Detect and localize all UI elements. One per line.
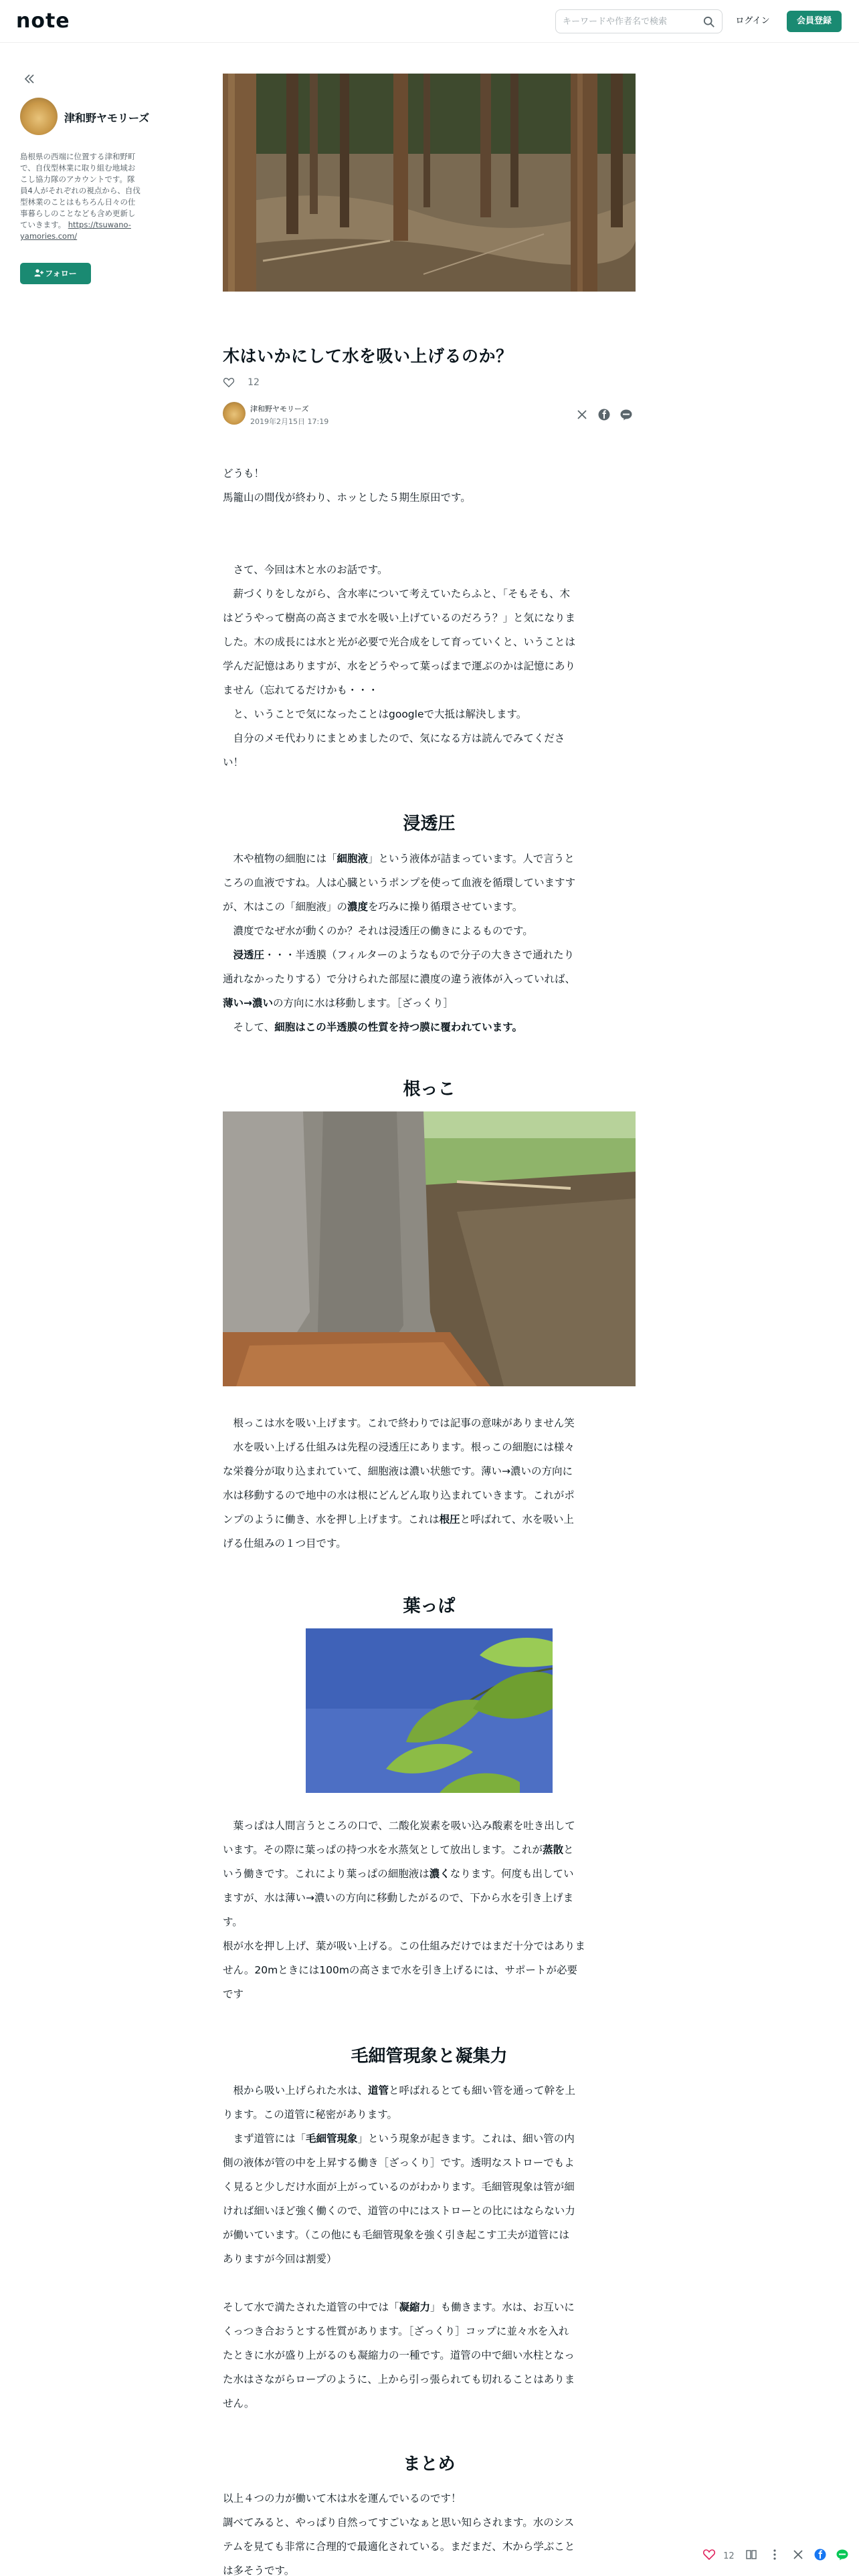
bio-link-cont[interactable]: yamories.com/ [20, 231, 78, 241]
bottom-facebook-icon[interactable] [814, 2548, 827, 2564]
section-summary-body: 以上４つの力が働いて木は水を運んでいるのです！ 調べてみると、やっぱり自然ってすごいなぁと思い知らされます。水のシス テムを見ても非常に合理的で最適化されている。まだまだ、木から学ぶこと は多そうです。 [223, 2492, 575, 2576]
share-icons [570, 407, 633, 421]
section-heading-capillary: 毛細管現象と凝集力 [351, 2046, 508, 2066]
follow-button[interactable]: フォロー [20, 263, 91, 284]
collapse-sidebar-icon[interactable] [23, 72, 36, 86]
like-count: 12 [248, 377, 260, 388]
section-capillary-body: 根から吸い上げられた水は、道管と呼ばれるとても細い管を通って幹を上 ります。この道管に秘密があります。 まず道管には「毛細管現象」という現象が起きます。これは、細い管の内 側の液体が管の中を上昇する働き［ざっくり］です。透明なストローでもよ く見ると少しだけ水面が上がっているのがわかります。毛細管現象は管が細 ければ細いほど強く働くので、道管の中にはストローとの比にはならない力 が働いています。（この他にも毛細管現象を強く引き起こす工夫が道管には ありますが今回は割愛） [223, 2084, 576, 2265]
floating-action-bar [702, 2548, 849, 2564]
search-box[interactable] [555, 9, 723, 33]
author-avatar[interactable] [20, 98, 58, 135]
author-avatar-small[interactable] [223, 402, 246, 425]
heart-icon[interactable] [223, 377, 235, 389]
section-heading-osmosis: 浸透圧 [403, 814, 456, 834]
note-logo[interactable]: note [16, 9, 70, 33]
hero-image-forest [223, 74, 636, 292]
section-heading-summary: まとめ [403, 2454, 456, 2474]
site-header [0, 0, 859, 43]
section-heading-roots: 根っこ [403, 1079, 456, 1099]
like-row [223, 375, 260, 389]
search-input[interactable] [563, 14, 696, 29]
root-image [223, 1111, 636, 1386]
signup-button[interactable]: 会員登録 [787, 11, 842, 32]
line-share-icon[interactable] [619, 408, 633, 421]
bottom-x-icon[interactable] [791, 2548, 805, 2564]
section-heading-leaves: 葉っぱ [403, 1596, 456, 1616]
lead-paragraph: さて、今回は木と水のお話です。 薪づくりをしながら、含水率について考えていたらふと、「そもそも、木 はどうやって樹高の高さまで水を吸い上げているのだろう？」と気になりま した。木の成長には水と光が必要で光合成をして育っていくと、いうことは 学んだ記憶はありますが、水をどうやって葉っぱまで運ぶのかは記憶にあり ません（忘れてるだけかも・・・ と、いうことで気になったことはgoogleで大抵は解決します。 自分のメモ代わりにまとめましたので、気になる方は読んでみてくださ い！ [223, 564, 576, 768]
search-icon[interactable] [703, 16, 715, 28]
author-bio: 島根県の西端に位置する津和野町 で、自伐型林業に取り組む地域お こし協力隊のアカウントです。隊 員4人がそれぞれの視点から、自伐 型林業のことはもちろん日々の仕 事暮らしのことなども含め更新し ていきます。 https://tsuwano- yamories.com/ [20, 151, 154, 242]
x-share-icon[interactable] [575, 408, 589, 421]
section-leaves-body: 葉っぱは人間言うところの口で、二酸化炭素を吸い込み酸素を吐き出して います。その際に葉っぱの持つ水を水蒸気として放出します。これが蒸散と いう働きです。これにより葉っぱの細胞液は濃くなります。何度も出してい ますが、水は薄い→濃いの方向に移動したがるので、下から水を引き上げま す。 根が水を押し上げ、葉が吸い上げる。この仕組みだけではまだ十分ではありま せん。20mときには100mの高さまで水を引き上げるには、サポートが必要 です [223, 1820, 585, 2000]
bottom-line-icon[interactable] [836, 2548, 849, 2564]
bottom-like-count: 12 [723, 2551, 735, 2561]
publish-date: 2019年2月15日 17:19 [250, 417, 329, 426]
magazine-icon[interactable] [745, 2548, 758, 2564]
bottom-heart-icon[interactable] [702, 2548, 716, 2564]
facebook-share-icon[interactable] [597, 408, 611, 421]
bio-link[interactable]: https://tsuwano- [68, 220, 131, 229]
more-icon[interactable] [768, 2548, 781, 2564]
article-title: 木はいかにして水を吸い上げるのか？ [223, 346, 513, 366]
login-button[interactable]: ログイン [735, 16, 770, 26]
leaf-image [306, 1628, 553, 1793]
article-author[interactable]: 津和野ヤモリーズ [250, 405, 309, 413]
section-osmosis-body: 木や植物の細胞には「細胞液」という液体が詰まっています。人で言うと ころの血液ですね。人は心臓というポンプを使って血液を循環していますす が、木はこの「細胞液」の濃度を巧みに操り循環させています。 濃度でなぜ水が動くのか？それは浸透圧の働きによるものです。 浸透圧・・・半透膜（フィルターのようなもので分子の大きさで通れたり 通れなかったりする）で分けられた部屋に濃度の違う液体が入っていれば、 薄い→濃いの方向に水は移動します。［ざっくり］ そして、細胞はこの半透膜の性質を持つ膜に覆われています。 [223, 853, 576, 1033]
add-user-icon [34, 269, 43, 277]
section-capillary-body-2: そして水で満たされた道管の中では「凝縮力」も働きます。水は、お互いに くっつき合おうとする性質があります。［ざっくり］コップに並々水を入れ たときに水が盛り上がるのも凝縮力の一種です。道管の中で細い水柱となっ た水はさながらロープのように、上から引っ張られても切れることはありま せん。 [223, 2301, 575, 2409]
intro-paragraph: どうも！ 馬籠山の間伐が終わり、ホッとした５期生原田です。 [223, 467, 471, 504]
author-name[interactable]: 津和野ヤモリーズ [64, 112, 150, 124]
section-roots-body: 根っこは水を吸い上げます。これで終わりでは記事の意味がありません笑 水を吸い上げる仕組みは先程の浸透圧にあります。根っこの細胞には様々 な栄養分が取り込まれていて、細胞液は濃い状態です。薄い→濃いの方向に 水は移動するので地中の水は根にどんどん取り込まれていきます。これがポ ンプのように働き、水を押し上げます。これは根圧と呼ばれて、水を吸い上 げる仕組みの１つ目です。 [223, 1417, 575, 1549]
